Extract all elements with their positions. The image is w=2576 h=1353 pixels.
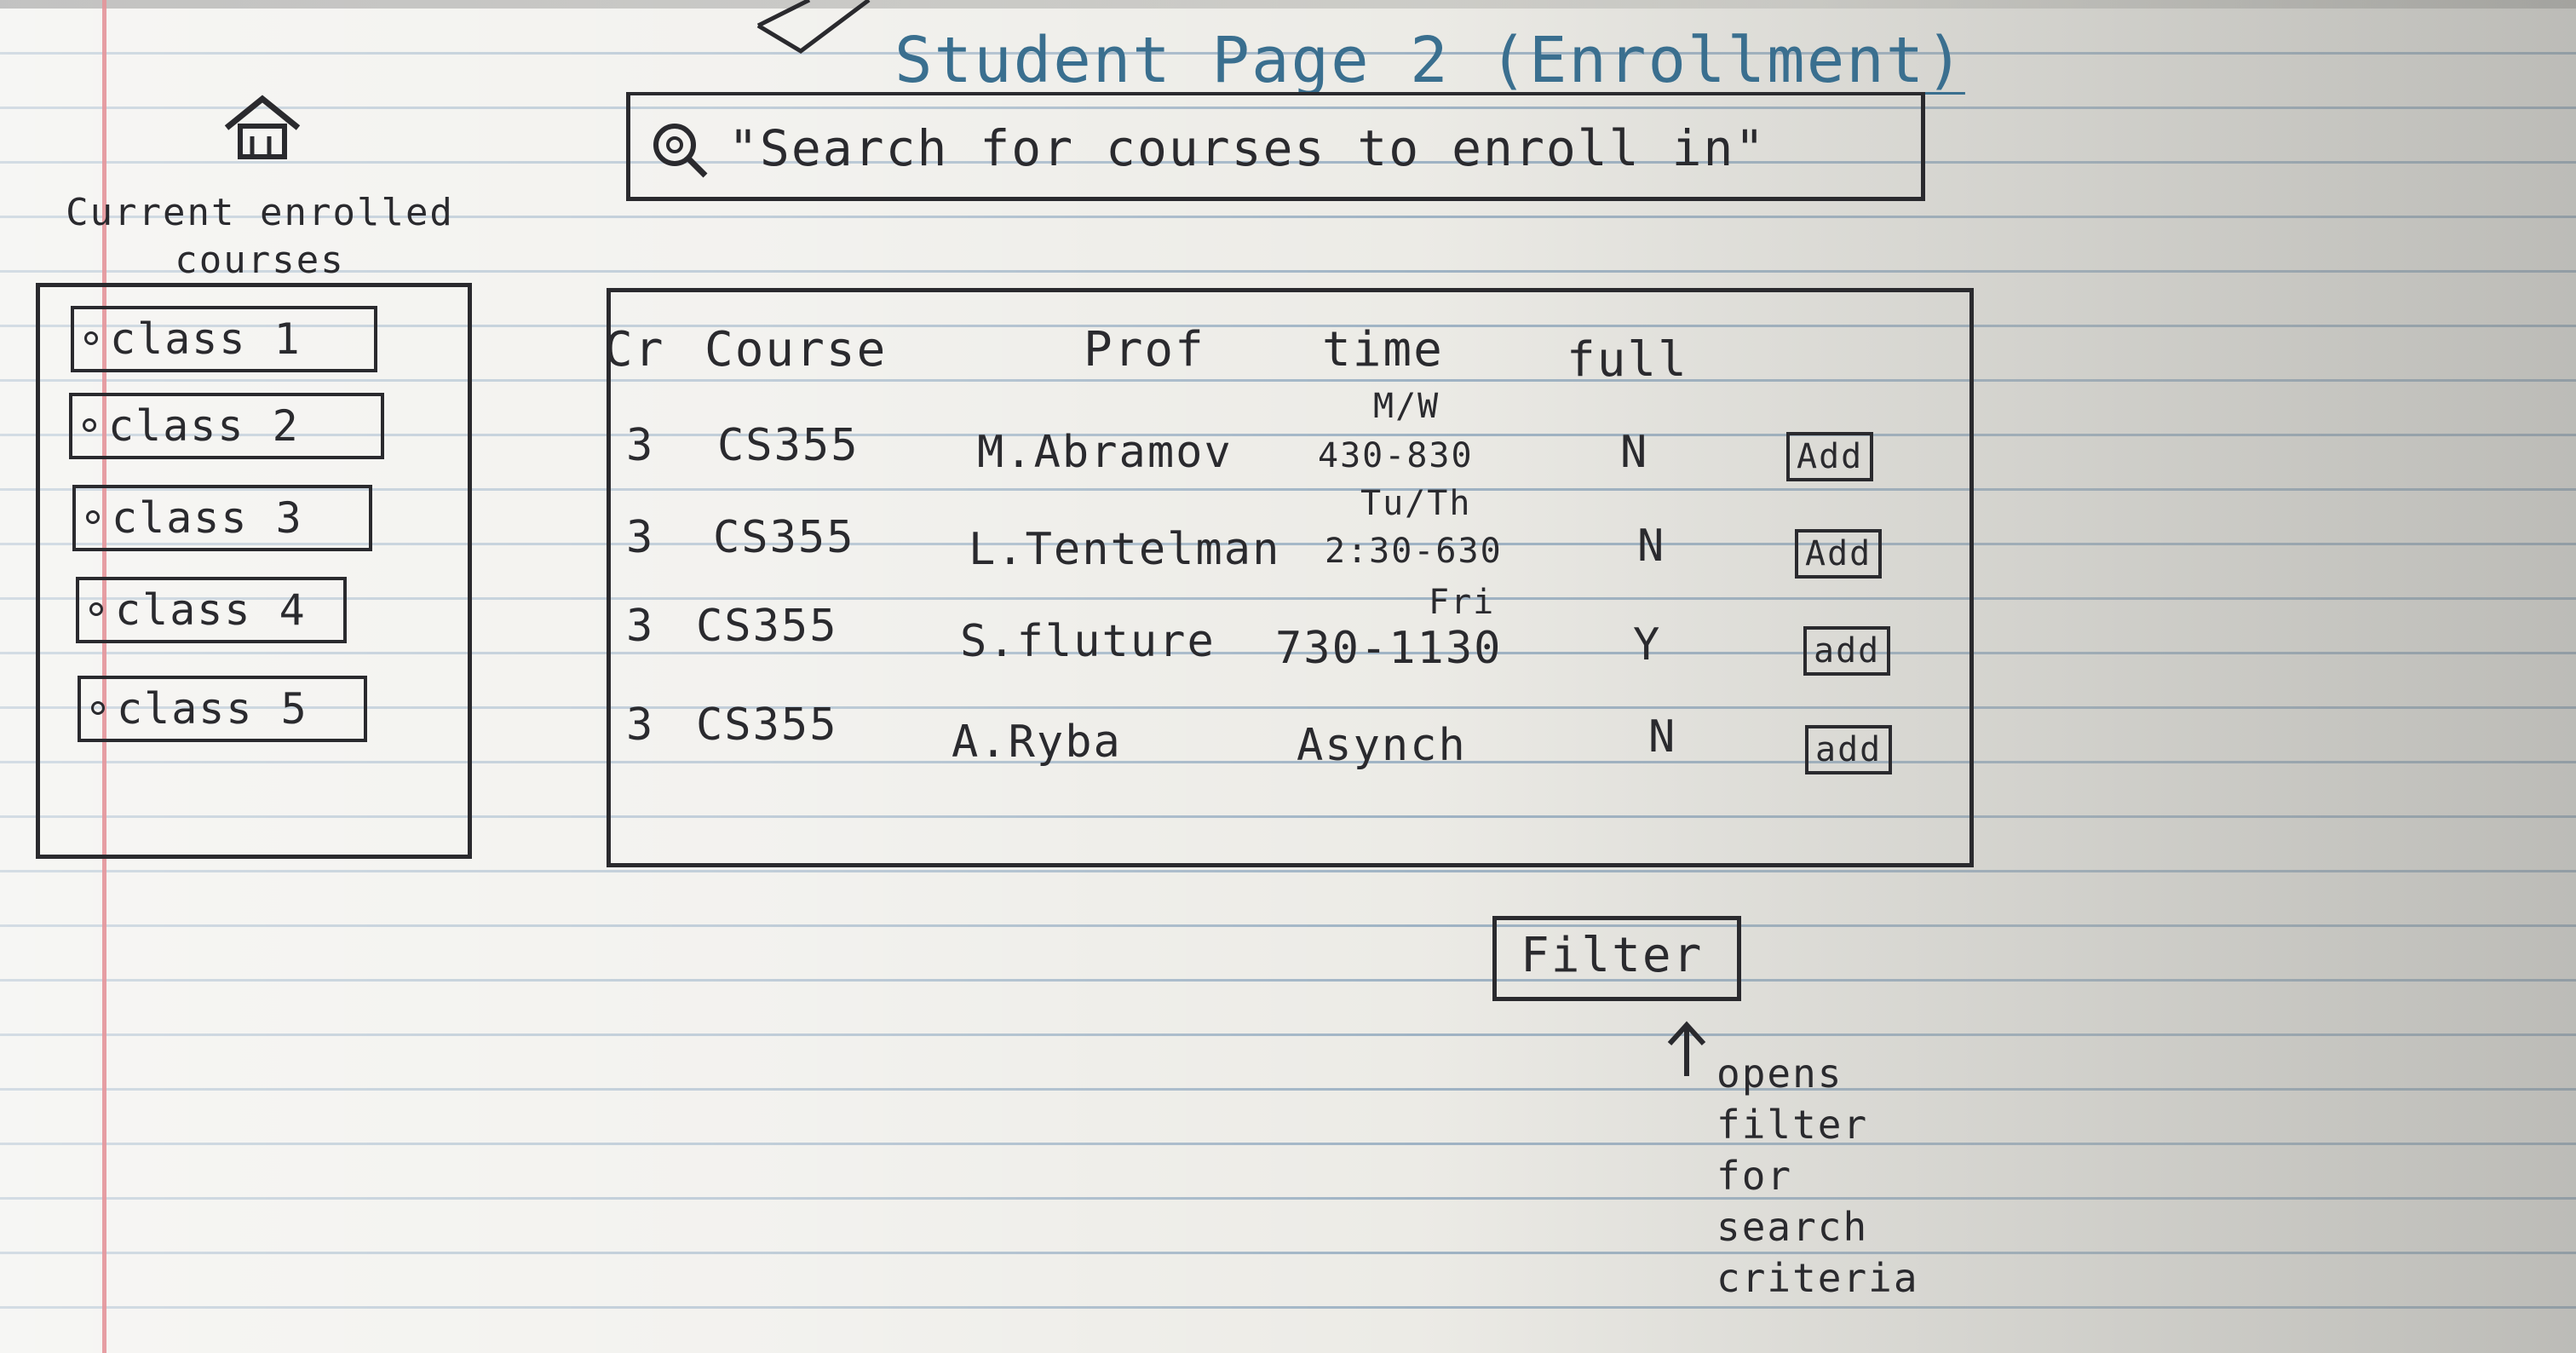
add-course-button[interactable]: add [1805, 725, 1892, 774]
home-icon[interactable] [220, 92, 305, 160]
add-course-button[interactable]: Add [1795, 529, 1882, 579]
header-full: full [1567, 332, 1688, 388]
enrolled-class-label: class 4 [115, 585, 307, 635]
header-prof: Prof [1084, 322, 1205, 377]
row-prof: A.Ryba [952, 717, 1122, 768]
course-search-bar[interactable] [626, 92, 1925, 201]
row-full: Y [1633, 619, 1662, 671]
enrolled-class-item[interactable] [76, 577, 347, 643]
enrolled-courses-panel [36, 283, 472, 859]
course-results-table [604, 288, 1974, 867]
row-credits: 3 [626, 601, 655, 652]
enrolled-class-item[interactable] [71, 306, 377, 372]
enrolled-class-item[interactable] [72, 485, 372, 551]
row-credits: 3 [626, 700, 655, 751]
row-days: M/W [1373, 387, 1440, 426]
enrolled-class-item[interactable] [69, 393, 384, 459]
header-time: time [1322, 322, 1444, 377]
bullet-icon [91, 701, 105, 715]
bullet-icon [89, 602, 103, 616]
row-time: Asynch [1297, 720, 1467, 771]
notebook-top-edge [0, 0, 2576, 9]
row-credits: 3 [626, 420, 655, 471]
add-course-button[interactable]: add [1803, 626, 1890, 676]
sketch-doodle [750, 0, 877, 60]
row-time: 730-1130 [1275, 623, 1503, 674]
search-placeholder: "Search for courses to enroll in" [728, 119, 1767, 177]
row-prof: L.Tentelman [969, 524, 1281, 575]
row-full: N [1648, 711, 1677, 763]
enrolled-courses-heading: Current enrolled courses [66, 191, 454, 282]
row-prof: S.fluture [960, 616, 1216, 667]
bullet-icon [86, 510, 100, 524]
row-time: 2:30-630 [1325, 532, 1503, 571]
filter-button[interactable]: Filter [1492, 916, 1741, 1001]
row-full: N [1620, 427, 1649, 478]
enrolled-class-label: class 3 [112, 493, 303, 543]
add-course-button[interactable]: Add [1786, 432, 1873, 481]
bullet-icon [84, 331, 98, 345]
enrolled-class-item[interactable] [78, 676, 367, 742]
arrow-up-icon [1661, 1018, 1712, 1078]
page-title: Student Page 2 (Enrollment) [894, 24, 1965, 97]
row-course: CS355 [696, 700, 838, 751]
enrolled-class-label: class 5 [117, 684, 308, 734]
row-course: CS355 [713, 512, 855, 563]
enrolled-class-label: class 1 [110, 314, 302, 364]
row-course: CS355 [696, 601, 838, 652]
filter-annotation: opens filter for search criteria [1716, 1051, 1919, 1301]
header-credits: Cr [604, 322, 665, 377]
row-time: 430-830 [1318, 436, 1474, 475]
header-course: Course [704, 322, 888, 377]
bullet-icon [83, 418, 96, 432]
search-icon [649, 119, 710, 181]
row-days: Tu/Th [1360, 484, 1472, 523]
row-credits: 3 [626, 512, 655, 563]
row-course: CS355 [717, 420, 860, 471]
enrolled-class-label: class 2 [108, 401, 300, 451]
row-full: N [1637, 521, 1666, 572]
row-days: Fri [1429, 583, 1496, 622]
row-prof: M.Abramov [977, 427, 1233, 478]
